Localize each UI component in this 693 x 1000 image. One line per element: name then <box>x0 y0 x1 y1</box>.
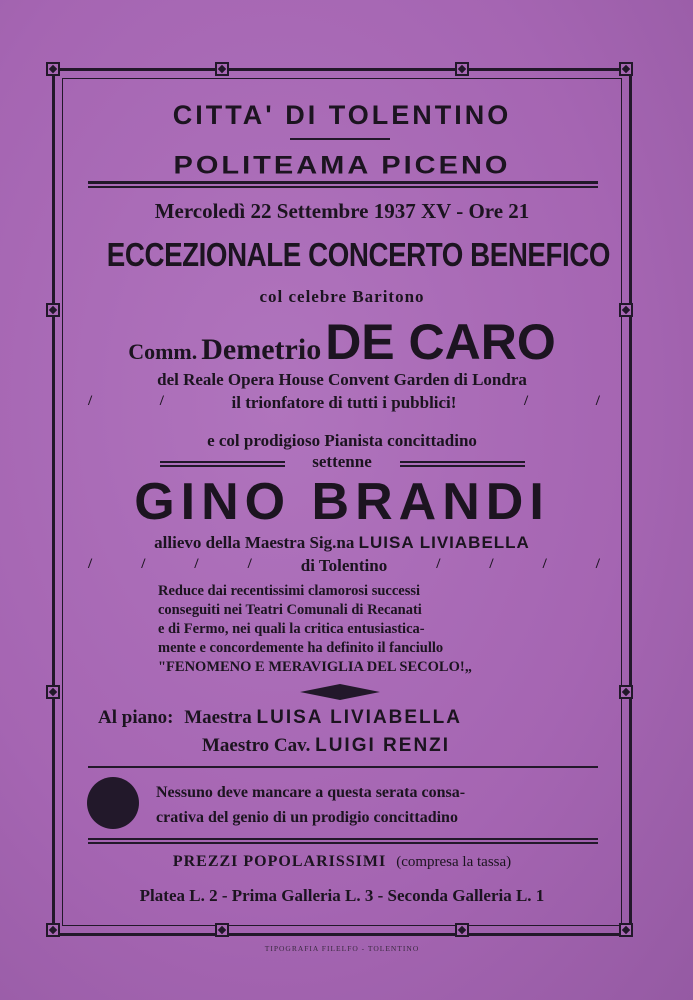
corner-ornament-icon <box>46 62 60 76</box>
slash: / <box>489 556 494 572</box>
border-ornament-icon <box>46 303 60 317</box>
success-line: e di Fermo, nei quali la critica entusiastica- <box>158 621 425 637</box>
prices-title: PREZZI POPOLARISSIMI <box>172 853 387 870</box>
corner-ornament-icon <box>619 62 633 76</box>
pianist-student: allievo della Maestra Sig.na <box>154 533 355 552</box>
border-ornament-icon <box>46 685 60 699</box>
with-baritone: col celebre Baritono <box>259 287 425 306</box>
success-line: mente e concordemente ha definito il fanciullo <box>158 640 444 656</box>
success-line: conseguiti nei Teatri Comunali di Recanati <box>158 602 422 618</box>
border-ornament-icon <box>455 62 469 76</box>
piano-2-title: Maestro Cav. <box>202 735 311 756</box>
baritone-title: Comm. <box>128 339 198 364</box>
success-quote: "FENOMENO E MERAVIGLIA DEL SECOLO!„ <box>158 659 472 675</box>
border-ornament-icon <box>455 923 469 937</box>
slash: / <box>194 556 199 572</box>
teacher-city-row <box>88 556 600 576</box>
theatre-heading: POLITEAMA PICENO <box>173 152 511 180</box>
slash: / <box>88 393 93 409</box>
divider <box>88 842 598 844</box>
baritone-last-name: DE CARO <box>325 314 556 370</box>
divider <box>88 838 598 840</box>
slash: / <box>159 393 164 409</box>
slash: / <box>524 393 529 409</box>
piano-1-title: Maestra <box>184 707 252 728</box>
with-pianist: e col prodigioso Pianista concittadino <box>207 431 477 450</box>
slash: / <box>88 556 93 572</box>
border-ornament-icon <box>215 62 229 76</box>
pianist-age: settenne <box>312 452 372 471</box>
prices-line: Platea L. 2 - Prima Galleria L. 3 - Seconda Galleria L. 1 <box>139 886 545 905</box>
slash: / <box>542 556 547 572</box>
teacher-name: LUISA LIVIABELLA <box>358 533 530 552</box>
prices-heading <box>62 853 622 871</box>
baritone-line <box>62 313 622 371</box>
baritone-from: del Reale Opera House Convent Garden di Londra <box>157 370 527 389</box>
divider <box>88 186 598 188</box>
pianist-student-line <box>62 533 622 553</box>
baritone-first-name: Demetrio <box>201 333 322 366</box>
prices-note: (compresa la tassa) <box>396 854 512 870</box>
praise-row <box>88 393 600 413</box>
teacher-city: di Tolentino <box>300 556 388 575</box>
corner-ornament-icon <box>619 923 633 937</box>
success-paragraph <box>158 582 472 677</box>
piano-1-name: LUISA LIVIABELLA <box>256 707 462 728</box>
black-dot-icon <box>87 777 139 829</box>
notice-paragraph <box>156 780 465 830</box>
city-heading: CITTA' DI TOLENTINO <box>172 100 512 130</box>
printer-credit: TIPOGRAFIA FILELFO - TOLENTINO <box>264 944 420 953</box>
divider <box>290 138 390 140</box>
notice-line: crativa del genio di un prodigio concittadino <box>156 809 458 826</box>
corner-ornament-icon <box>46 923 60 937</box>
piano-line-1 <box>98 707 462 729</box>
divider <box>88 181 598 184</box>
slash: / <box>247 556 252 572</box>
pianist-name: GINO BRANDI <box>134 473 550 531</box>
baritone-praise: il trionfatore di tutti i pubblici! <box>231 393 457 412</box>
success-line: Reduce dai recentissimi clamorosi successi <box>158 583 421 599</box>
event-title: ECCEZIONALE CONCERTO BENEFICO <box>106 236 611 273</box>
piano-line-2 <box>202 735 450 757</box>
border-ornament-icon <box>215 923 229 937</box>
slash: / <box>595 556 600 572</box>
slash: / <box>595 393 600 409</box>
piano-label: Al piano: <box>98 707 174 728</box>
piano-2-name: LUIGI RENZI <box>315 735 451 756</box>
diamond-divider-icon <box>300 682 380 702</box>
slash: / <box>436 556 441 572</box>
border-ornament-icon <box>619 685 633 699</box>
notice-line: Nessuno deve mancare a questa serata consa- <box>156 784 466 801</box>
slash: / <box>141 556 146 572</box>
divider <box>88 766 598 768</box>
date-line: Mercoledì 22 Settembre 1937 XV - Ore 21 <box>154 199 530 223</box>
